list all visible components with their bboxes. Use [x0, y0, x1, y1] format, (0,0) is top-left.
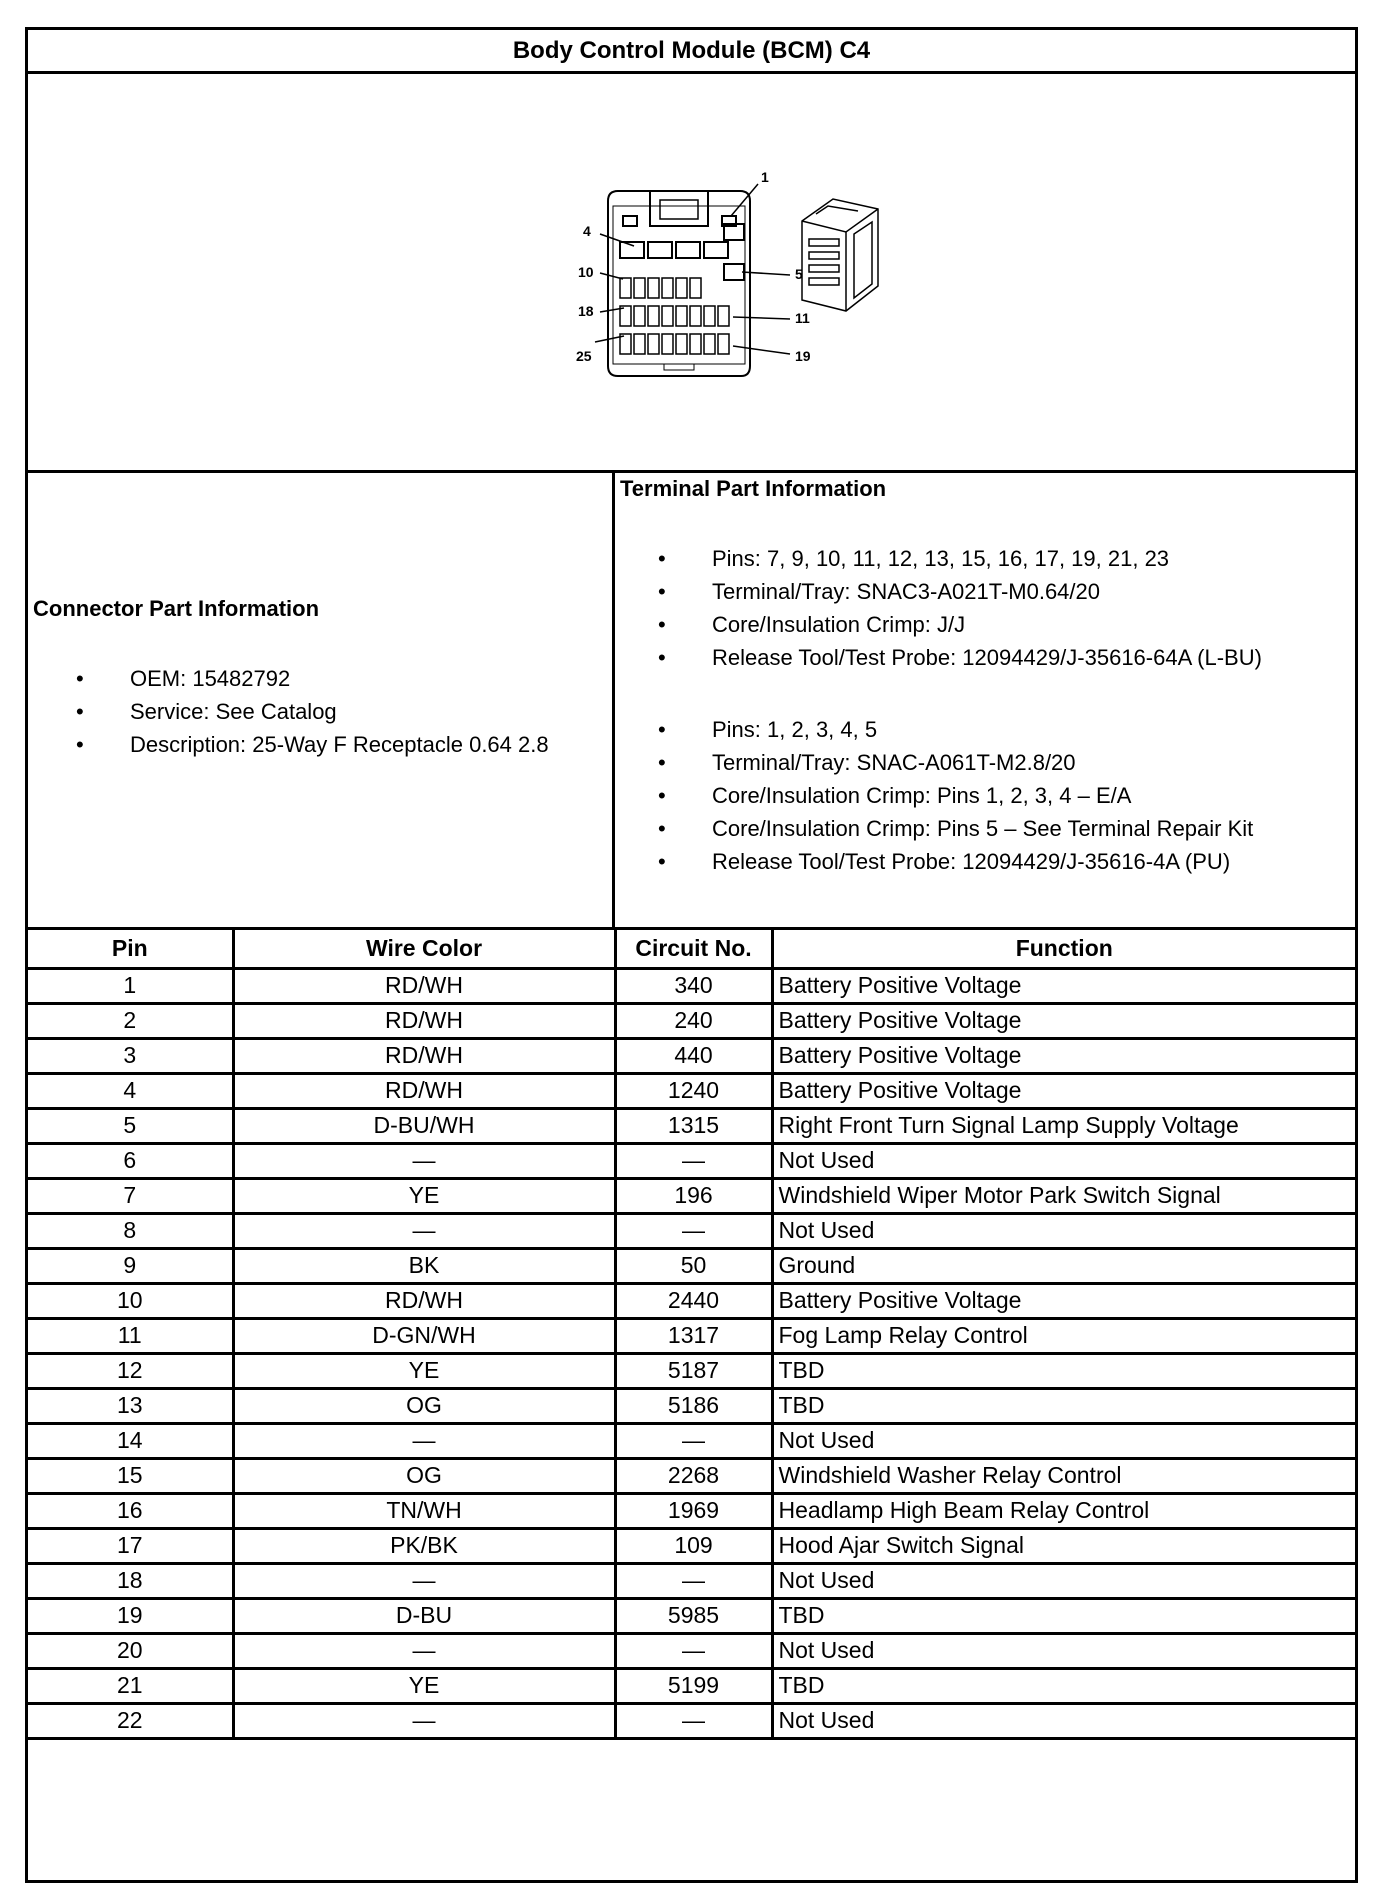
cell-circuit-no: 5199: [615, 1668, 772, 1703]
table-row: [28, 1318, 1355, 1353]
connector-face-drawing: [28, 74, 1355, 470]
table-row: [28, 1353, 1355, 1388]
cell-pin: 14: [28, 1423, 233, 1458]
table-row: [28, 1423, 1355, 1458]
table-row: [28, 1003, 1355, 1038]
cell-pin: 7: [28, 1178, 233, 1213]
table-row: [28, 1528, 1355, 1563]
cell-wire-color: —: [233, 1703, 615, 1738]
terminal-info-item: • Release Tool/Test Probe: 12094429/J-35616-64A (L-BU): [650, 641, 1262, 674]
connector-info-item: • Service: See Catalog: [68, 695, 549, 728]
cell-circuit-no: —: [615, 1213, 772, 1248]
cell-function: TBD: [772, 1668, 1355, 1703]
column-header-wire-color: Wire Color: [233, 930, 615, 968]
cell-circuit-no: 2268: [615, 1458, 772, 1493]
table-row: [28, 1388, 1355, 1423]
cell-wire-color: D-BU: [233, 1598, 615, 1633]
cell-function: Windshield Wiper Motor Park Switch Signal: [772, 1178, 1355, 1213]
cell-function: Not Used: [772, 1633, 1355, 1668]
terminal-info-heading: Terminal Part Information: [620, 476, 887, 501]
cell-pin: 15: [28, 1458, 233, 1493]
callout-5: 5: [795, 266, 803, 282]
table-row: [28, 1143, 1355, 1178]
cell-circuit-no: —: [615, 1633, 772, 1668]
table-row: [28, 1248, 1355, 1283]
table-row: [28, 1633, 1355, 1668]
connector-info-list: [68, 662, 549, 761]
part-information: [28, 473, 1355, 930]
table-row: [28, 1563, 1355, 1598]
cell-function: Right Front Turn Signal Lamp Supply Voltage: [772, 1108, 1355, 1143]
column-header-function: Function: [772, 930, 1355, 968]
cell-wire-color: YE: [233, 1353, 615, 1388]
terminal-part-info: [615, 473, 1355, 927]
connector-info-item: • Description: 25-Way F Receptacle 0.64 2.8: [68, 728, 549, 761]
cell-function: Fog Lamp Relay Control: [772, 1318, 1355, 1353]
page-title: Body Control Module (BCM) C4: [28, 30, 1355, 74]
cell-circuit-no: 1240: [615, 1073, 772, 1108]
cell-function: Not Used: [772, 1703, 1355, 1738]
cell-wire-color: OG: [233, 1458, 615, 1493]
connector-part-info: [28, 473, 615, 927]
column-header-circuit-no: Circuit No.: [615, 930, 772, 968]
cell-circuit-no: 340: [615, 968, 772, 1003]
cell-wire-color: —: [233, 1423, 615, 1458]
cell-function: Not Used: [772, 1423, 1355, 1458]
cell-circuit-no: —: [615, 1563, 772, 1598]
table-row: [28, 1493, 1355, 1528]
pinout-table: [28, 930, 1355, 1740]
connector-diagram: [28, 74, 1355, 473]
table-row: [28, 1108, 1355, 1143]
cell-function: Not Used: [772, 1143, 1355, 1178]
cell-wire-color: —: [233, 1563, 615, 1598]
cell-circuit-no: 5186: [615, 1388, 772, 1423]
cell-pin: 20: [28, 1633, 233, 1668]
cell-pin: 11: [28, 1318, 233, 1353]
cell-wire-color: RD/WH: [233, 1003, 615, 1038]
cell-circuit-no: —: [615, 1423, 772, 1458]
callout-4: 4: [583, 223, 591, 239]
pinout-table-body: [28, 968, 1355, 1738]
cell-circuit-no: 196: [615, 1178, 772, 1213]
column-header-pin: Pin: [28, 930, 233, 968]
cell-wire-color: RD/WH: [233, 1038, 615, 1073]
cell-wire-color: YE: [233, 1178, 615, 1213]
terminal-info-item: • Pins: 1, 2, 3, 4, 5: [650, 713, 1253, 746]
cell-pin: 6: [28, 1143, 233, 1178]
cell-function: Battery Positive Voltage: [772, 1073, 1355, 1108]
terminal-info-group-1: [650, 542, 1262, 674]
cell-circuit-no: 440: [615, 1038, 772, 1073]
cell-circuit-no: 240: [615, 1003, 772, 1038]
cell-pin: 10: [28, 1283, 233, 1318]
cell-pin: 16: [28, 1493, 233, 1528]
callout-19: 19: [795, 348, 811, 364]
terminal-info-item: • Pins: 7, 9, 10, 11, 12, 13, 15, 16, 17, 19, 21, 23: [650, 542, 1262, 575]
cell-function: Headlamp High Beam Relay Control: [772, 1493, 1355, 1528]
terminal-info-item: • Core/Insulation Crimp: Pins 1, 2, 3, 4 – E/A: [650, 779, 1253, 812]
cell-function: TBD: [772, 1598, 1355, 1633]
cell-pin: 4: [28, 1073, 233, 1108]
terminal-info-item: • Release Tool/Test Probe: 12094429/J-35616-4A (PU): [650, 845, 1253, 878]
table-row: [28, 1458, 1355, 1493]
cell-wire-color: D-BU/WH: [233, 1108, 615, 1143]
callout-10: 10: [578, 264, 594, 280]
cell-circuit-no: 5985: [615, 1598, 772, 1633]
cell-circuit-no: 50: [615, 1248, 772, 1283]
cell-pin: 21: [28, 1668, 233, 1703]
connector-info-heading: Connector Part Information: [33, 596, 320, 621]
cell-pin: 5: [28, 1108, 233, 1143]
terminal-info-item: • Terminal/Tray: SNAC-A061T-M2.8/20: [650, 746, 1253, 779]
terminal-info-item: • Core/Insulation Crimp: Pins 5 – See Terminal Repair Kit: [650, 812, 1253, 845]
cell-wire-color: RD/WH: [233, 1073, 615, 1108]
callout-1: 1: [761, 169, 769, 185]
table-row: [28, 1283, 1355, 1318]
cell-function: TBD: [772, 1388, 1355, 1423]
cell-circuit-no: —: [615, 1703, 772, 1738]
cell-wire-color: PK/BK: [233, 1528, 615, 1563]
cell-pin: 3: [28, 1038, 233, 1073]
cell-function: Battery Positive Voltage: [772, 1038, 1355, 1073]
table-header-row: [28, 930, 1355, 968]
table-row: [28, 1073, 1355, 1108]
terminal-info-item: • Terminal/Tray: SNAC3-A021T-M0.64/20: [650, 575, 1262, 608]
table-row: [28, 968, 1355, 1003]
cell-wire-color: —: [233, 1143, 615, 1178]
cell-function: TBD: [772, 1353, 1355, 1388]
terminal-info-group-2: [650, 713, 1253, 878]
cell-pin: 13: [28, 1388, 233, 1423]
table-row: [28, 1598, 1355, 1633]
connector-sheet: [25, 27, 1358, 1883]
cell-wire-color: OG: [233, 1388, 615, 1423]
cell-function: Battery Positive Voltage: [772, 1003, 1355, 1038]
terminal-info-item: • Core/Insulation Crimp: J/J: [650, 608, 1262, 641]
cell-circuit-no: 1317: [615, 1318, 772, 1353]
cell-wire-color: RD/WH: [233, 1283, 615, 1318]
cell-pin: 8: [28, 1213, 233, 1248]
callout-25: 25: [576, 348, 592, 364]
cell-function: Not Used: [772, 1213, 1355, 1248]
cell-circuit-no: 109: [615, 1528, 772, 1563]
cell-pin: 9: [28, 1248, 233, 1283]
cell-function: Not Used: [772, 1563, 1355, 1598]
cell-function: Ground: [772, 1248, 1355, 1283]
cell-pin: 22: [28, 1703, 233, 1738]
cell-function: Battery Positive Voltage: [772, 968, 1355, 1003]
cell-function: Windshield Washer Relay Control: [772, 1458, 1355, 1493]
cell-function: Hood Ajar Switch Signal: [772, 1528, 1355, 1563]
callout-18: 18: [578, 303, 594, 319]
cell-pin: 17: [28, 1528, 233, 1563]
cell-circuit-no: 5187: [615, 1353, 772, 1388]
cell-circuit-no: 1969: [615, 1493, 772, 1528]
cell-circuit-no: —: [615, 1143, 772, 1178]
cell-pin: 1: [28, 968, 233, 1003]
connector-info-item: • OEM: 15482792: [68, 662, 549, 695]
cell-circuit-no: 2440: [615, 1283, 772, 1318]
table-row: [28, 1668, 1355, 1703]
cell-wire-color: —: [233, 1633, 615, 1668]
callout-11: 11: [795, 310, 810, 326]
cell-pin: 12: [28, 1353, 233, 1388]
cell-pin: 2: [28, 1003, 233, 1038]
table-row: [28, 1213, 1355, 1248]
cell-wire-color: TN/WH: [233, 1493, 615, 1528]
cell-pin: 19: [28, 1598, 233, 1633]
table-row: [28, 1703, 1355, 1738]
cell-wire-color: YE: [233, 1668, 615, 1703]
cell-wire-color: D-GN/WH: [233, 1318, 615, 1353]
cell-pin: 18: [28, 1563, 233, 1598]
cell-function: Battery Positive Voltage: [772, 1283, 1355, 1318]
cell-circuit-no: 1315: [615, 1108, 772, 1143]
cell-wire-color: RD/WH: [233, 968, 615, 1003]
cell-wire-color: —: [233, 1213, 615, 1248]
table-row: [28, 1038, 1355, 1073]
table-row: [28, 1178, 1355, 1213]
cell-wire-color: BK: [233, 1248, 615, 1283]
